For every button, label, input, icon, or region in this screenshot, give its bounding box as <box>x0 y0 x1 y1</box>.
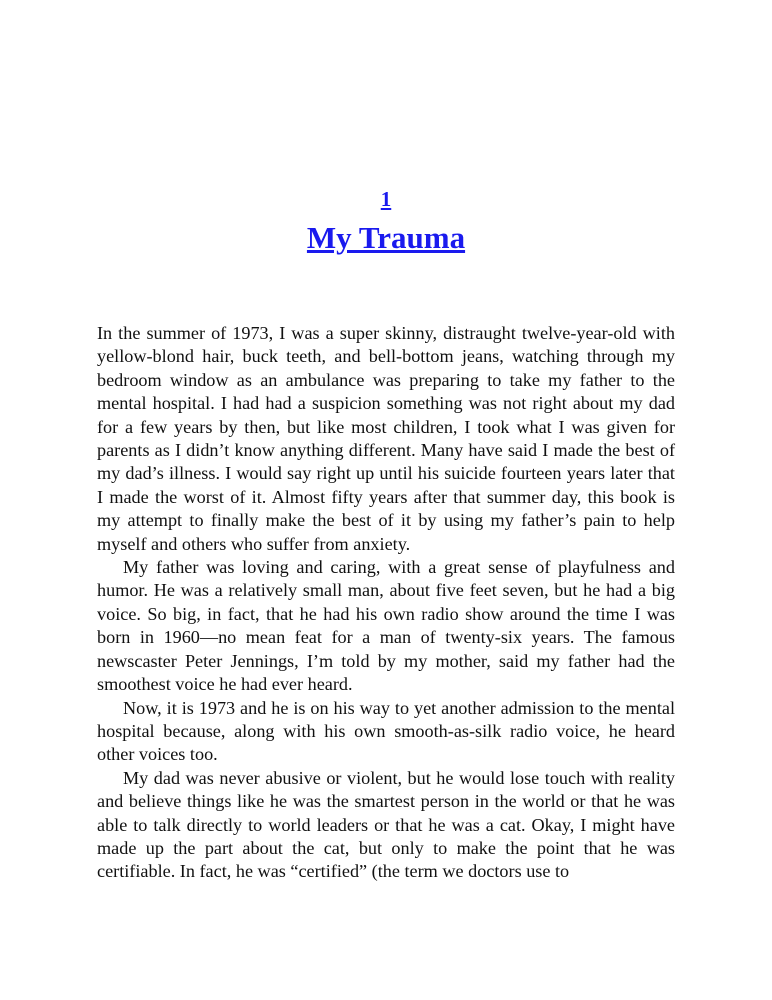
paragraph-1: In the summer of 1973, I was a super skinny, distraught twelve-year-old with yellow-blond hair, buck teeth, and bell-bottom jeans, watching through my bedroom window as an ambulance was preparing to take my father to the mental hospital. I had had a suspicion something was not right about my dad for a few years by then, but like most children, I took what I was given for parents as I didn’t know anything different. Many have said I made the best of my dad’s illness. I would say right up until his suicide fourteen years later that I made the worst of it. Almost fifty years after that summer day, this book is my attempt to finally make the best of it by using my father’s pain to help myself and others who suffer from anxiety. <box>97 323 675 554</box>
chapter-body <box>97 322 675 884</box>
paragraph-3: Now, it is 1973 and he is on his way to yet another admission to the mental hospital because, along with his own smooth-as-silk radio voice, he heard other voices too. <box>97 697 675 765</box>
paragraph-2: My father was loving and caring, with a great sense of playfulness and humor. He was a relatively small man, about five feet seven, but he had a big voice. So big, in fact, that he had his own radio show around the time I was born in 1960—no mean feat for a man of twenty-six years. The famous newscaster Peter Jennings, I’m told by my mother, said my father had the smoothest voice he had ever heard. <box>97 557 675 695</box>
paragraph-4: My dad was never abusive or violent, but he would lose touch with reality and believe things like he was the smartest person in the world or that he was able to talk directly to world leaders or that he was a cat. Okay, I might have made up the part about the cat, but only to make the point that he was certifiable. In fact, he was “certified” (the term we doctors use to <box>97 767 675 882</box>
chapter-number-link[interactable]: 1 <box>380 187 392 211</box>
chapter-title-link[interactable]: My Trauma <box>306 220 466 255</box>
